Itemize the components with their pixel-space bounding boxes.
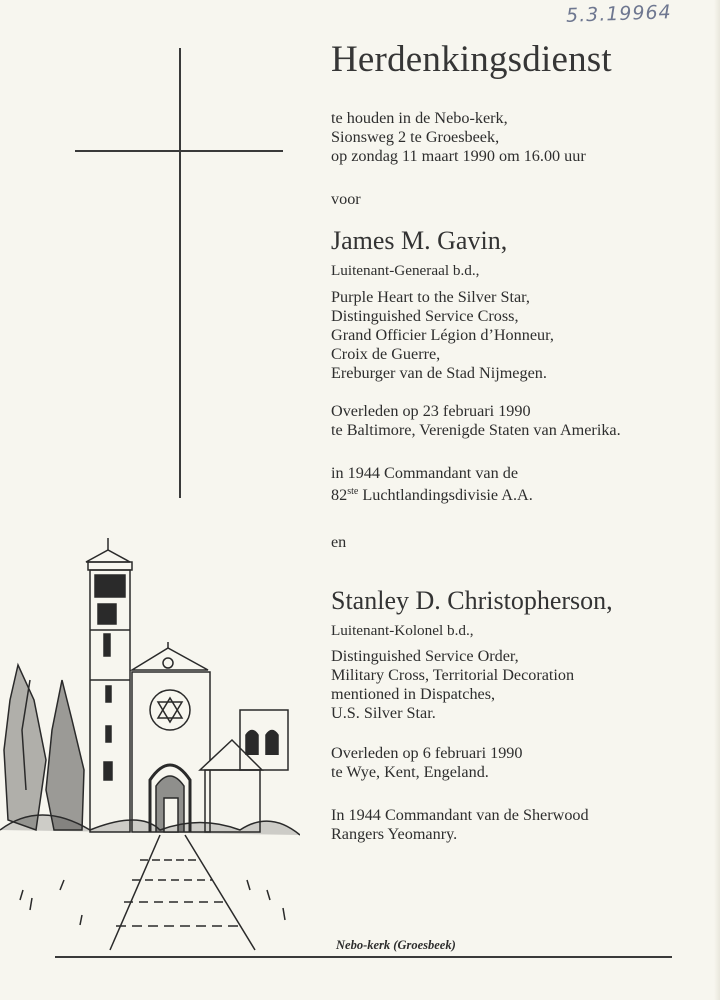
service-address: Sionsweg 2 te Groesbeek, <box>331 128 500 146</box>
death-place: te Baltimore, Verenigde Staten van Amerika. <box>331 421 621 439</box>
decoration: Distinguished Service Cross, <box>331 307 519 325</box>
decoration: Ereburger van de Stad Nijmegen. <box>331 364 547 382</box>
service-location: te houden in de Nebo-kerk, <box>331 109 508 127</box>
handwritten-reference: 5.3.19964 <box>565 1 673 27</box>
honoree-name: Stanley D. Christopherson, <box>331 586 613 615</box>
division-number: 82 <box>331 486 348 504</box>
paper-edge <box>714 0 720 1000</box>
command-line: Rangers Yeomanry. <box>331 825 458 843</box>
decoration: Purple Heart to the Silver Star, <box>331 288 530 306</box>
command-line: in 1944 Commandant van de <box>331 464 519 482</box>
ordinal-suffix: ste <box>347 486 359 497</box>
cross-icon-horizontal <box>75 150 283 152</box>
decoration: Grand Officier Légion d’Honneur, <box>331 326 554 344</box>
decoration: Distinguished Service Order, <box>331 647 519 665</box>
decoration: mentioned in Dispatches, <box>331 685 496 703</box>
bottom-rule <box>55 956 672 958</box>
conjunction: en <box>331 533 347 551</box>
cross-icon-vertical <box>179 48 181 498</box>
death-date: Overleden op 6 februari 1990 <box>331 744 523 762</box>
death-place: te Wye, Kent, Engeland. <box>331 763 489 781</box>
for-label: voor <box>331 190 361 208</box>
command-line: In 1944 Commandant van de Sherwood <box>331 806 589 824</box>
death-date: Overleden op 23 februari 1990 <box>331 402 531 420</box>
honoree-rank: Luitenant-Kolonel b.d., <box>331 622 474 639</box>
decoration: U.S. Silver Star. <box>331 704 436 722</box>
honoree-name: James M. Gavin, <box>331 226 508 255</box>
honoree-rank: Luitenant-Generaal b.d., <box>331 262 480 279</box>
division-name: Luchtlandingsdivisie A.A. <box>358 486 533 504</box>
command-line <box>331 482 533 505</box>
church-illustration <box>0 530 300 955</box>
decoration: Military Cross, Territorial Decoration <box>331 666 575 684</box>
service-datetime: op zondag 11 maart 1990 om 16.00 uur <box>331 147 586 165</box>
illustration-caption: Nebo-kerk (Groesbeek) <box>336 938 456 952</box>
page-title: Herdenkingsdienst <box>331 39 612 80</box>
decoration: Croix de Guerre, <box>331 345 441 363</box>
